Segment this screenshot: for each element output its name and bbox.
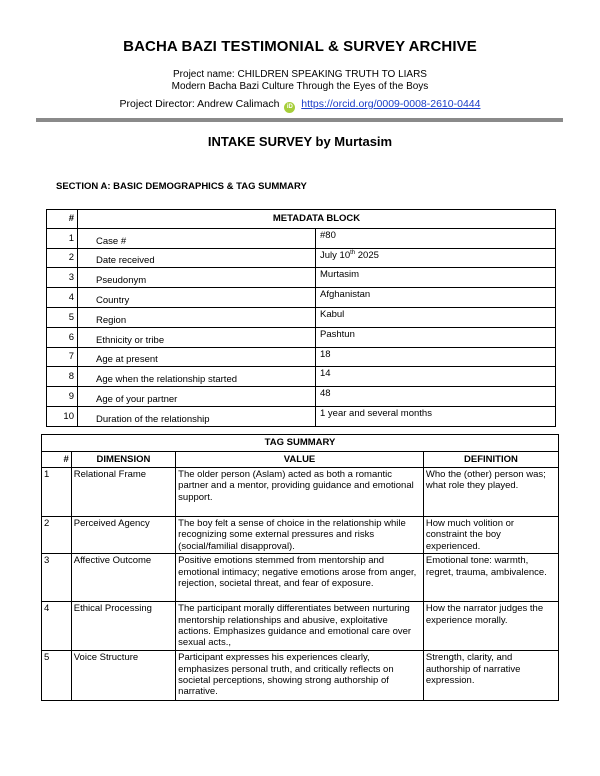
metadata-field-label: Ethnicity or tribe	[78, 327, 316, 347]
column-header-dimension: DIMENSION	[71, 452, 175, 468]
metadata-field-label: Duration of the relationship	[78, 406, 316, 426]
metadata-num-header: #	[47, 210, 78, 229]
metadata-row-number: 4	[47, 288, 78, 308]
tag-row-number: 3	[42, 554, 72, 602]
metadata-row-number: 7	[47, 347, 78, 367]
metadata-row	[47, 367, 556, 387]
column-header-value: VALUE	[176, 452, 424, 468]
tag-dimension: Affective Outcome	[71, 554, 175, 602]
metadata-field-value: Pashtun	[316, 327, 556, 347]
metadata-row-number: 5	[47, 307, 78, 327]
metadata-field-label: Case #	[78, 228, 316, 248]
metadata-row-number: 9	[47, 387, 78, 407]
tag-summary-header-row	[42, 435, 559, 452]
metadata-field-value: 14	[316, 367, 556, 387]
metadata-row-number: 2	[47, 248, 78, 268]
tag-summary-row	[42, 602, 559, 651]
director-label: Project Director: Andrew Calimach	[119, 98, 280, 110]
project-subtitle: Modern Bacha Bazi Culture Through the Eyes of the Boys	[171, 81, 429, 92]
metadata-row	[47, 248, 556, 268]
metadata-row-number: 6	[47, 327, 78, 347]
metadata-field-label: Age when the relationship started	[78, 367, 316, 387]
tag-summary-column-headers	[42, 452, 559, 468]
tag-dimension: Voice Structure	[71, 651, 175, 701]
tag-dimension: Perceived Agency	[71, 517, 175, 554]
tag-row-number: 5	[42, 651, 72, 701]
tag-value: The participant morally differentiates between nurturing mentorship relationships and abusive, exploitative actions. Emphasizes guidance and emotional care over sexual acts.,	[176, 602, 424, 651]
metadata-field-label: Age of your partner	[78, 387, 316, 407]
metadata-field-value: 1 year and several months	[316, 406, 556, 426]
metadata-field-value: Murtasim	[316, 268, 556, 288]
metadata-rows	[47, 228, 556, 426]
tag-value: Participant expresses his experiences clearly, emphasizes personal truth, and critically reflects on societal perceptions, showing strong authorship of narrative.	[176, 651, 424, 701]
tag-summary-row	[42, 554, 559, 602]
metadata-field-label: Age at present	[78, 347, 316, 367]
metadata-row	[47, 288, 556, 308]
tag-row-number: 2	[42, 517, 72, 554]
metadata-row	[47, 327, 556, 347]
metadata-field-value	[316, 248, 556, 268]
column-header-num: #	[42, 452, 72, 468]
tag-definition: How the narrator judges the experience morally.	[423, 602, 558, 651]
tag-row-number: 1	[42, 468, 72, 517]
metadata-field-label: Date received	[78, 248, 316, 268]
metadata-value-rest: 2025	[355, 249, 379, 261]
tag-summary-rows	[42, 468, 559, 701]
metadata-field-value: Afghanistan	[316, 288, 556, 308]
tag-dimension: Relational Frame	[71, 468, 175, 517]
tag-value: The older person (Aslam) acted as both a romantic partner and a mentor, providing guidance and emotional support.	[176, 468, 424, 517]
metadata-row	[47, 406, 556, 426]
section-title: SECTION A: BASIC DEMOGRAPHICS & TAG SUMMARY	[56, 181, 307, 192]
ordinal-suffix: th	[350, 249, 356, 256]
metadata-field-value: 48	[316, 387, 556, 407]
header-divider	[36, 118, 563, 122]
orcid-link[interactable]: https://orcid.org/0009-0008-2610-0444	[301, 98, 481, 110]
tag-definition: Strength, clarity, and authorship of narrative expression.	[423, 651, 558, 701]
metadata-field-value: 18	[316, 347, 556, 367]
metadata-field-label: Country	[78, 288, 316, 308]
survey-title: INTAKE SURVEY by Murtasim	[207, 134, 393, 149]
metadata-table	[46, 209, 556, 427]
tag-summary-table	[41, 434, 559, 701]
project-director-line	[0, 98, 600, 113]
metadata-row-number: 3	[47, 268, 78, 288]
tag-definition: Emotional tone: warmth, regret, trauma, ambivalence.	[423, 554, 558, 602]
metadata-row-number: 10	[47, 406, 78, 426]
metadata-row-number: 1	[47, 228, 78, 248]
metadata-row	[47, 268, 556, 288]
metadata-field-label: Region	[78, 307, 316, 327]
archive-title: BACHA BAZI TESTIMONIAL & SURVEY ARCHIVE	[123, 38, 477, 55]
metadata-block-header: METADATA BLOCK	[78, 210, 556, 229]
tag-value: Positive emotions stemmed from mentorship and emotional intimacy; negative emotions arose from anger, rejection, societal threat, and fear of exposure.	[176, 554, 424, 602]
tag-summary-title: TAG SUMMARY	[42, 435, 559, 452]
project-name: Project name: CHILDREN SPEAKING TRUTH TO LIARS	[173, 69, 427, 80]
metadata-row	[47, 387, 556, 407]
tag-summary-row	[42, 651, 559, 701]
metadata-row	[47, 228, 556, 248]
tag-summary-row	[42, 468, 559, 517]
metadata-row	[47, 307, 556, 327]
metadata-row-number: 8	[47, 367, 78, 387]
metadata-field-value: #80	[316, 228, 556, 248]
tag-definition: How much volition or constraint the boy experienced.	[423, 517, 558, 554]
metadata-row	[47, 347, 556, 367]
metadata-value-main: July 10	[320, 249, 351, 261]
tag-summary-row	[42, 517, 559, 554]
tag-dimension: Ethical Processing	[71, 602, 175, 651]
orcid-icon: iD	[284, 102, 295, 113]
tag-definition: Who the (other) person was; what role they played.	[423, 468, 558, 517]
metadata-field-value: Kabul	[316, 307, 556, 327]
column-header-definition: DEFINITION	[423, 452, 558, 468]
tag-value: The boy felt a sense of choice in the relationship while recognizing some external pressures and risks (social/familial disapproval).	[176, 517, 424, 554]
metadata-field-label: Pseudonym	[78, 268, 316, 288]
metadata-header-row	[47, 210, 556, 229]
tag-row-number: 4	[42, 602, 72, 651]
